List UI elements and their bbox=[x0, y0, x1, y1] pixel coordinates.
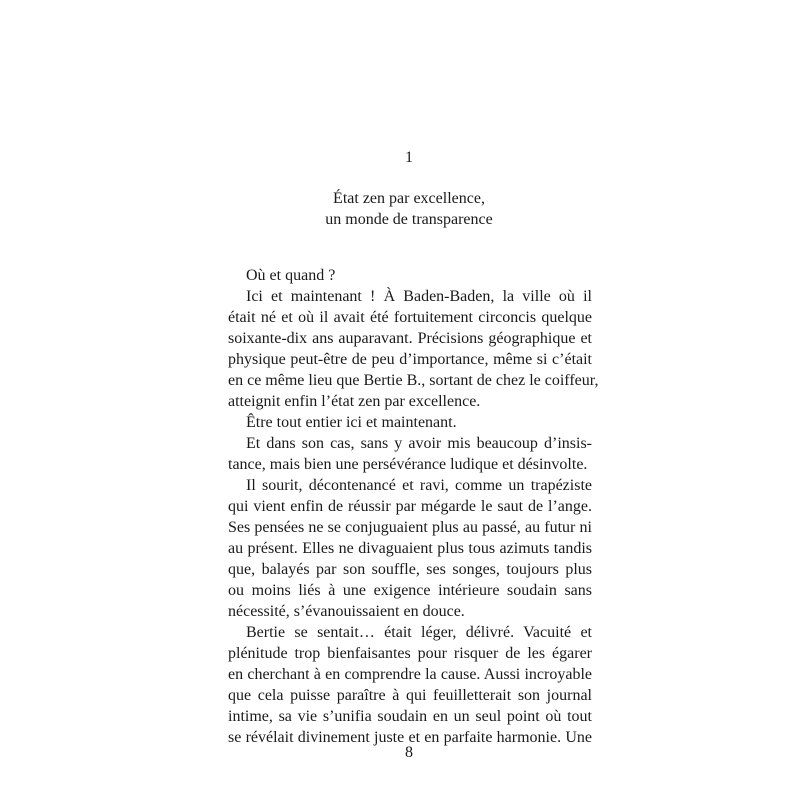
text-line: Être tout entier ici et maintenant. bbox=[246, 414, 457, 431]
text-line: tance, mais bien une persévérance ludique et désinvolte. bbox=[228, 456, 588, 473]
text-line: au présent. Elles ne divaguaient plus tous azimuts tandis bbox=[228, 540, 592, 557]
text-line: soixante-dix ans auparavant. Précisions géographique et bbox=[228, 330, 592, 347]
text-line: physique peut-être de peu d’importance, même si c’était bbox=[228, 351, 592, 368]
text-line: était né et où il avait été fortuitement circoncis quelque bbox=[228, 309, 592, 326]
chapter-title bbox=[0, 188, 800, 230]
text-line: Ici et maintenant ! À Baden-Baden, la ville où il bbox=[246, 288, 592, 305]
text-line: nécessité, s’évanouissaient en douce. bbox=[228, 603, 465, 620]
text-line: Ses pensées ne se conjuguaient plus au passé, au futur ni bbox=[228, 519, 592, 536]
page-number: 8 bbox=[405, 744, 413, 761]
body-text bbox=[228, 265, 599, 748]
text-line: Bertie se sentait… était léger, délivré. Vacuité et bbox=[246, 624, 592, 641]
text-line: atteignit enfin l’état zen par excellence. bbox=[228, 393, 481, 410]
text-line: Et dans son cas, sans y avoir mis beaucoup d’insis- bbox=[246, 435, 592, 452]
text-line: que, balayés par son souffle, ses songes, toujours plus bbox=[228, 561, 592, 578]
text-line: plénitude trop bienfaisantes pour risquer de les égarer bbox=[228, 645, 592, 662]
text-line: Il sourit, décontenancé et ravi, comme un trapéziste bbox=[246, 477, 592, 494]
text-line: qui vient enfin de réussir par mégarde le saut de l’ange. bbox=[228, 498, 592, 515]
chapter-number: 1 bbox=[405, 149, 413, 166]
chapter-title-line: un monde de transparence bbox=[325, 211, 493, 228]
text-line: se révélait divinement juste et en parfaite harmonie. Une bbox=[228, 729, 592, 746]
text-line: ou moins liés à une exigence intérieure soudain sans bbox=[228, 582, 592, 599]
text-line: Où et quand ? bbox=[246, 267, 336, 284]
text-line: que cela puisse paraître à qui feuilletterait son journal bbox=[228, 687, 592, 704]
text-line: en cherchant à en comprendre la cause. Aussi incroyable bbox=[228, 666, 592, 683]
chapter-title-line: État zen par excellence, bbox=[333, 190, 485, 207]
text-line: intime, sa vie s’unifia soudain en un seul point où tout bbox=[228, 708, 592, 725]
text-line: en ce même lieu que Bertie B., sortant de chez le coiffeur, bbox=[228, 372, 599, 389]
